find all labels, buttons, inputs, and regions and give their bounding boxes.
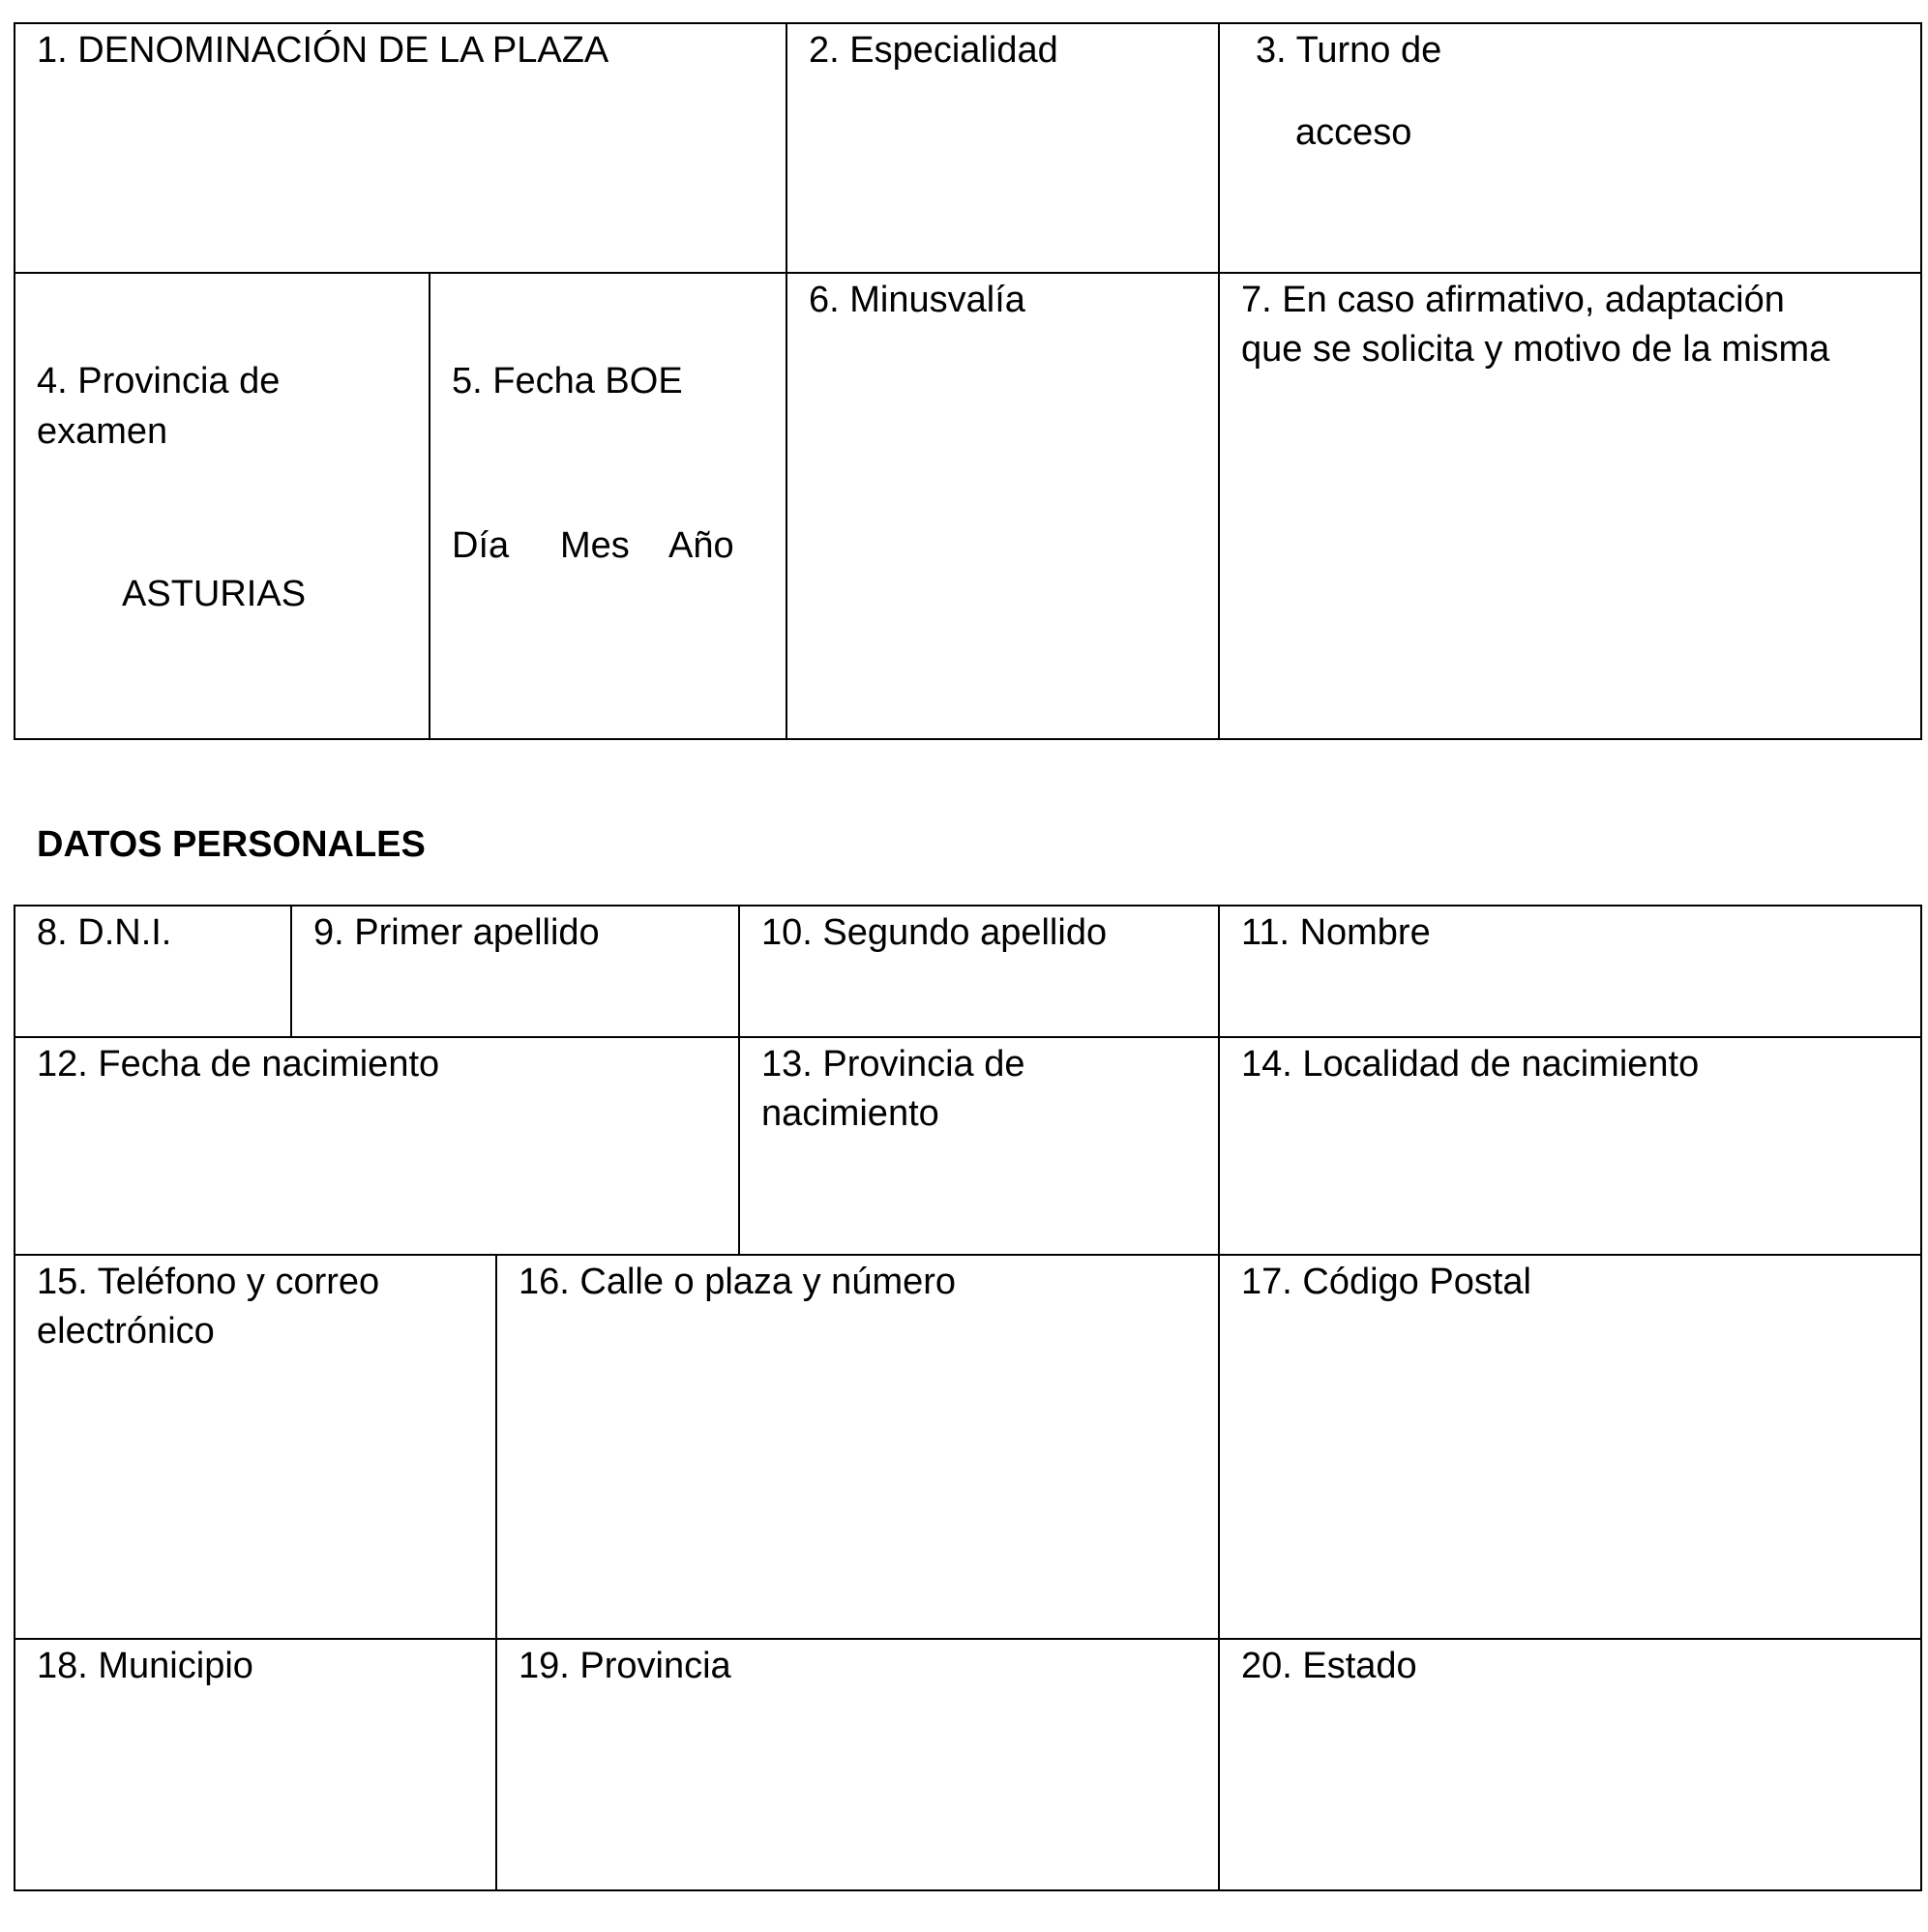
label-turno-acceso: 3. Turno de [1256, 30, 1442, 71]
cell-nombre[interactable] [1220, 907, 1920, 1038]
cell-fecha-nacimiento[interactable] [15, 1038, 740, 1256]
cell-telefono-correo[interactable] [15, 1256, 497, 1640]
label-telefono-correo: 15. Teléfono y correo [37, 1262, 380, 1302]
cell-primer-apellido[interactable] [292, 907, 740, 1038]
cell-dni[interactable] [15, 907, 292, 1038]
cell-provincia-nacimiento[interactable] [740, 1038, 1220, 1256]
cell-provincia[interactable] [497, 1640, 1220, 1889]
label-fecha-nacimiento: 12. Fecha de nacimiento [37, 1044, 440, 1085]
label-localidad-nacimiento: 14. Localidad de nacimiento [1241, 1044, 1700, 1085]
label-adaptacion: 7. En caso afirmativo, adaptación [1241, 280, 1785, 320]
cell-segundo-apellido[interactable] [740, 907, 1220, 1038]
label-denominacion-plaza: 1. DENOMINACIÓN DE LA PLAZA [37, 30, 609, 71]
label-dni: 8. D.N.I. [37, 912, 172, 953]
section-datos-personales: DATOS PERSONALES [37, 824, 426, 865]
cell-municipio[interactable] [15, 1640, 497, 1889]
label-segundo-apellido: 10. Segundo apellido [761, 912, 1108, 953]
cell-adaptacion[interactable] [1220, 274, 1920, 738]
label-adaptacion-2: que se solicita y motivo de la misma [1241, 329, 1830, 370]
label-provincia: 19. Provincia [519, 1646, 731, 1686]
label-nombre: 11. Nombre [1241, 912, 1431, 953]
cell-calle-numero[interactable] [497, 1256, 1220, 1640]
datos-personales-table [14, 905, 1922, 1891]
cell-especialidad[interactable] [787, 24, 1220, 274]
label-provincia-examen-2: examen [37, 411, 168, 452]
cell-turno-acceso[interactable] [1220, 24, 1920, 274]
label-ano: Año [668, 525, 734, 566]
label-primer-apellido: 9. Primer apellido [313, 912, 600, 953]
cell-estado[interactable] [1220, 1640, 1920, 1889]
label-fecha-boe: 5. Fecha BOE [452, 361, 683, 401]
label-provincia-nacimiento: 13. Provincia de [761, 1044, 1025, 1085]
label-telefono-correo-2: electrónico [37, 1311, 215, 1352]
cell-codigo-postal[interactable] [1220, 1256, 1920, 1640]
cell-fecha-boe[interactable] [430, 274, 787, 738]
label-estado: 20. Estado [1241, 1646, 1417, 1686]
label-codigo-postal: 17. Código Postal [1241, 1262, 1531, 1302]
label-provincia-examen: 4. Provincia de [37, 361, 281, 401]
label-calle-numero: 16. Calle o plaza y número [519, 1262, 957, 1302]
label-municipio: 18. Municipio [37, 1646, 253, 1686]
cell-minusvalia[interactable] [787, 274, 1220, 738]
label-provincia-nacimiento-2: nacimiento [761, 1093, 939, 1134]
cell-denominacion-plaza[interactable] [15, 24, 787, 274]
label-mes: Mes [560, 525, 630, 566]
cell-localidad-nacimiento[interactable] [1220, 1038, 1920, 1256]
cell-provincia-examen[interactable] [15, 274, 430, 738]
label-turno-acceso-2: acceso [1295, 112, 1412, 153]
provincia-examen-value: ASTURIAS [122, 574, 307, 614]
label-especialidad: 2. Especialidad [809, 30, 1058, 71]
plaza-table [14, 22, 1922, 740]
label-dia: Día [452, 525, 510, 566]
label-minusvalia: 6. Minusvalía [809, 280, 1025, 320]
